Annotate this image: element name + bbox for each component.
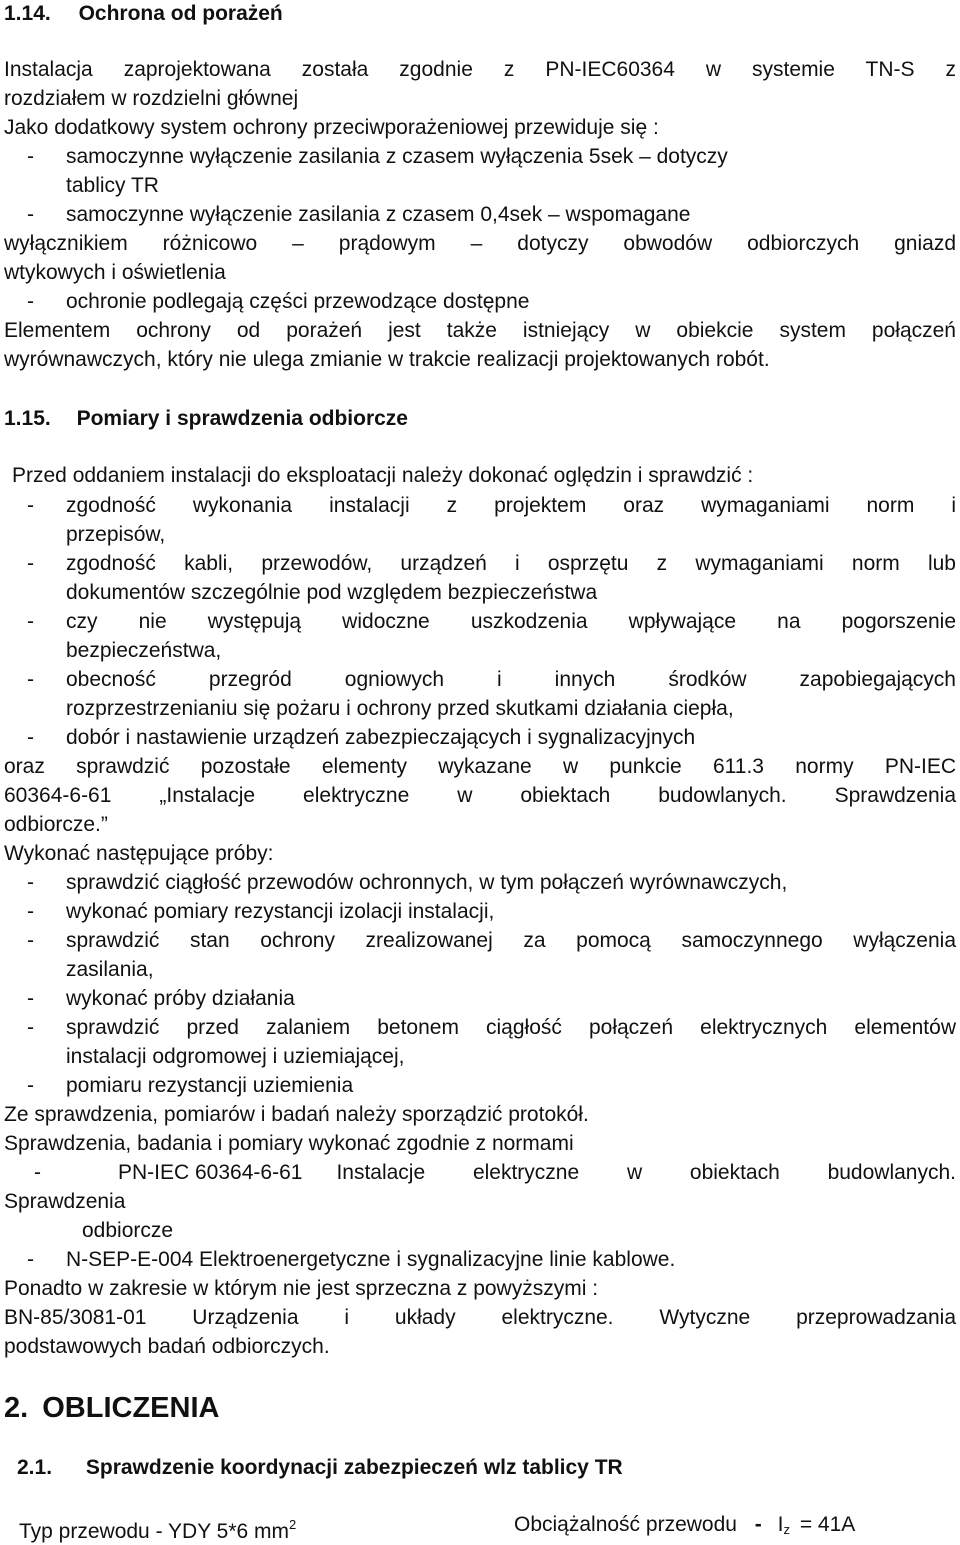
list-item: sprawdzić stan ochrony zrealizowanej za pomocą samoczynnego wyłączenia bbox=[66, 929, 956, 952]
capacity-subscript: z bbox=[783, 1522, 790, 1537]
paragraph-line: odbiorcze.” bbox=[4, 813, 108, 836]
list-item: przepisów, bbox=[66, 523, 166, 546]
bullet-dash: - bbox=[27, 610, 34, 633]
section-title: Pomiary i sprawdzenia odbiorcze bbox=[76, 407, 408, 430]
list-item: dokumentów szczególnie pod względem bezpieczeństwa bbox=[66, 581, 598, 604]
bullet-dash: - bbox=[27, 929, 34, 952]
section-heading-1-15 bbox=[4, 406, 956, 432]
list-item: obecność przegród ogniowych i innych środków zapobiegających bbox=[66, 668, 956, 691]
chapter-title: OBLICZENIA bbox=[42, 1392, 220, 1424]
list-item: ochronie podlegają części przewodzące dostępne bbox=[66, 290, 530, 313]
list-item: samoczynne wyłączenie zasilania z czasem wyłączenia 5sek – dotyczy bbox=[66, 145, 728, 168]
list-item: dobór i nastawienie urządzeń zabezpieczających i sygnalizacyjnych bbox=[66, 726, 696, 749]
section-heading-2-1 bbox=[17, 1455, 956, 1481]
unit-superscript: 2 bbox=[289, 1517, 297, 1532]
list-item: instalacji odgromowej i uziemiającej, bbox=[66, 1045, 405, 1068]
list-item: sprawdzić ciągłość przewodów ochronnych, w tym połączeń wyrównawczych, bbox=[66, 871, 788, 894]
list-item: zasilania, bbox=[66, 958, 154, 981]
list-item: sprawdzić przed zalaniem betonem ciągłość połączeń elektrycznych elementów bbox=[66, 1016, 956, 1039]
list-item: wykonać próby działania bbox=[66, 987, 295, 1010]
paragraph-line: Sprawdzenia, badania i pomiary wykonać zgodnie z normami bbox=[4, 1132, 574, 1155]
list-item: zgodność wykonania instalacji z projektem oraz wymaganiami norm i bbox=[66, 494, 956, 517]
bullet-dash: - bbox=[27, 871, 34, 894]
chapter-number: 2. bbox=[4, 1392, 29, 1424]
bullet-dash: - bbox=[27, 1016, 34, 1039]
paragraph-line: Ponadto w zakresie w którym nie jest sprzeczna z powyższymi : bbox=[4, 1277, 599, 1300]
chapter-heading-2 bbox=[4, 1392, 956, 1424]
paragraph-line: Wykonać następujące próby: bbox=[4, 842, 274, 865]
bullet-dash: - bbox=[27, 290, 34, 313]
list-item: wtykowych i oświetlenia bbox=[4, 261, 226, 284]
capacity-label: Obciążalność przewodu bbox=[514, 1513, 737, 1536]
paragraph-line: Instalacja zaprojektowana została zgodnie z PN-IEC60364 w systemie TN-S z bbox=[4, 58, 956, 81]
paragraph-line: wyrównawczych, który nie ulega zmianie w trakcie realizacji projektowanych robót. bbox=[4, 348, 770, 371]
paragraph-line: Jako dodatkowy system ochrony przeciwporażeniowej przewiduje się : bbox=[4, 116, 659, 139]
section-title: Ochrona od porażeń bbox=[78, 2, 283, 25]
cable-type bbox=[19, 1512, 296, 1545]
capacity-value: = 41A bbox=[799, 1513, 856, 1536]
bullet-dash: - bbox=[27, 203, 34, 226]
list-item: pomiaru rezystancji uziemienia bbox=[66, 1074, 354, 1097]
cable-type-label: Typ przewodu - YDY 5*6 mm bbox=[19, 1520, 290, 1543]
paragraph-line: 60364-6-61 „Instalacje elektryczne w obiektach budowlanych. Sprawdzenia bbox=[4, 784, 956, 807]
bullet-dash: - bbox=[27, 900, 34, 923]
paragraph-line: Ze sprawdzenia, pomiarów i badań należy sporządzić protokół. bbox=[4, 1103, 589, 1126]
cable-capacity bbox=[514, 1512, 855, 1543]
bullet-dash: - bbox=[27, 494, 34, 517]
norm-item: N-SEP-E-004 Elektroenergetyczne i sygnalizacyjne linie kablowe. bbox=[66, 1248, 676, 1271]
paragraph-line: Przed oddaniem instalacji do eksploatacji należy dokonać oględzin i sprawdzić : bbox=[12, 464, 754, 487]
capacity-symbol: I bbox=[777, 1513, 784, 1536]
list-item: samoczynne wyłączenie zasilania z czasem 0,4sek – wspomagane bbox=[66, 203, 691, 226]
bullet-dash: - bbox=[27, 1074, 34, 1097]
list-item: wyłącznikiem różnicowo – prądowym – dotyczy obwodów odbiorczych gniazd bbox=[4, 232, 956, 255]
list-item: rozprzestrzenianiu się pożaru i ochrony przed skutkami działania ciepła, bbox=[66, 697, 734, 720]
norm-title: Instalacje elektryczne w obiektach budowlanych. bbox=[336, 1161, 956, 1184]
bullet-dash: - bbox=[27, 668, 34, 691]
section-heading-1-14 bbox=[4, 1, 956, 27]
paragraph-line: oraz sprawdzić pozostałe elementy wykazane w punkcie 611.3 normy PN-IEC bbox=[4, 755, 956, 778]
section-number: 2.1. bbox=[17, 1456, 53, 1479]
paragraph-line: podstawowych badań odbiorczych. bbox=[4, 1335, 330, 1358]
section-title: Sprawdzenie koordynacji zabezpieczeń wlz tablicy TR bbox=[85, 1456, 623, 1479]
norm-code: PN-IEC 60364-6-61 bbox=[118, 1161, 303, 1184]
list-item: wykonać pomiary rezystancji izolacji instalacji, bbox=[66, 900, 495, 923]
list-item: bezpieczeństwa, bbox=[66, 639, 222, 662]
norm-item bbox=[118, 1160, 956, 1186]
list-item: tablicy TR bbox=[66, 174, 159, 197]
paragraph-line: BN-85/3081-01 Urządzenia i układy elektryczne. Wytyczne przeprowadzania bbox=[4, 1306, 956, 1329]
list-item: czy nie występują widoczne uszkodzenia wpływające na pogorszenie bbox=[66, 610, 956, 633]
section-number: 1.14. bbox=[4, 2, 51, 25]
paragraph-line: rozdziałem w rozdzielni głównej bbox=[4, 87, 299, 110]
bullet-dash: - bbox=[27, 726, 34, 749]
paragraph-line: Elementem ochrony od porażeń jest także istniejący w obiekcie system połączeń bbox=[4, 319, 956, 342]
bullet-dash: - bbox=[27, 145, 34, 168]
capacity-dash: - bbox=[754, 1513, 762, 1536]
section-number: 1.15. bbox=[4, 407, 51, 430]
bullet-dash: - bbox=[27, 987, 34, 1010]
norm-item-continuation: Sprawdzenia bbox=[4, 1190, 126, 1213]
bullet-dash: - bbox=[27, 552, 34, 575]
bullet-dash: - bbox=[27, 1248, 34, 1271]
list-item: zgodność kabli, przewodów, urządzeń i osprzętu z wymaganiami norm lub bbox=[66, 552, 956, 575]
bullet-dash: - bbox=[34, 1161, 41, 1184]
norm-item-continuation: odbiorcze bbox=[82, 1219, 174, 1242]
